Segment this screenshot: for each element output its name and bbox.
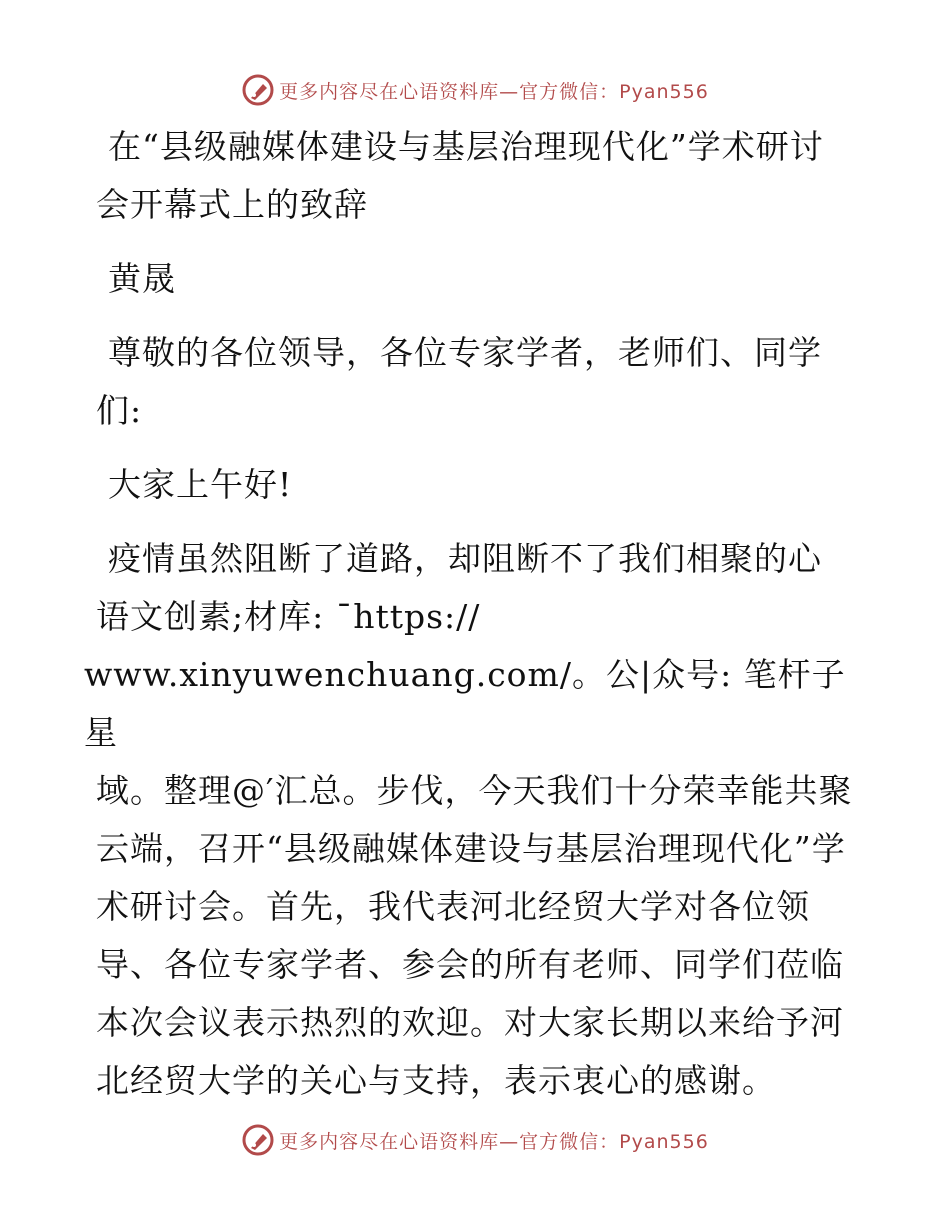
body-line-b: www.xinyuwenchuang.com/。公|众号: 笔杆子星 bbox=[84, 655, 846, 752]
pen-nib-logo-icon bbox=[241, 1123, 275, 1157]
body-line-a: 语文创素;材库: ¯https:// bbox=[96, 597, 481, 636]
header-banner bbox=[0, 70, 950, 110]
document-title: 在“县级融媒体建设与基层治理现代化”学术研讨会开幕式上的致辞 bbox=[96, 127, 824, 224]
header-banner-text: 更多内容尽在心语资料库—官方微信：Pyan556 bbox=[279, 80, 709, 103]
footer-banner bbox=[0, 1120, 950, 1160]
pen-nib-logo-icon bbox=[241, 73, 275, 107]
footer-banner-text: 更多内容尽在心语资料库—官方微信：Pyan556 bbox=[279, 1130, 709, 1153]
body-rest: 域。整理@′汇总。步伐，今天我们十分荣幸能共聚云端，召开“县级融媒体建设与基层治理现代化”学术研讨会。首先，我代表河北经贸大学对各位领导、各位专家学者、参会的所有老师、同学们莅临本次会议表示热烈的欢迎。对大家长期以来给予河北经贸大学的关心与支持，表示衷心的感谢。 bbox=[96, 771, 853, 1100]
body-paragraph bbox=[84, 530, 856, 762]
body-intro: 疫情虽然阻断了道路，却阻断不了我们相聚的心 bbox=[108, 539, 822, 578]
salutation: 尊敬的各位领导，各位专家学者，老师们、同学们: bbox=[96, 333, 822, 430]
document-body bbox=[84, 118, 856, 1126]
document-author: 黄晟 bbox=[108, 259, 176, 298]
greeting: 大家上午好! bbox=[108, 465, 293, 504]
